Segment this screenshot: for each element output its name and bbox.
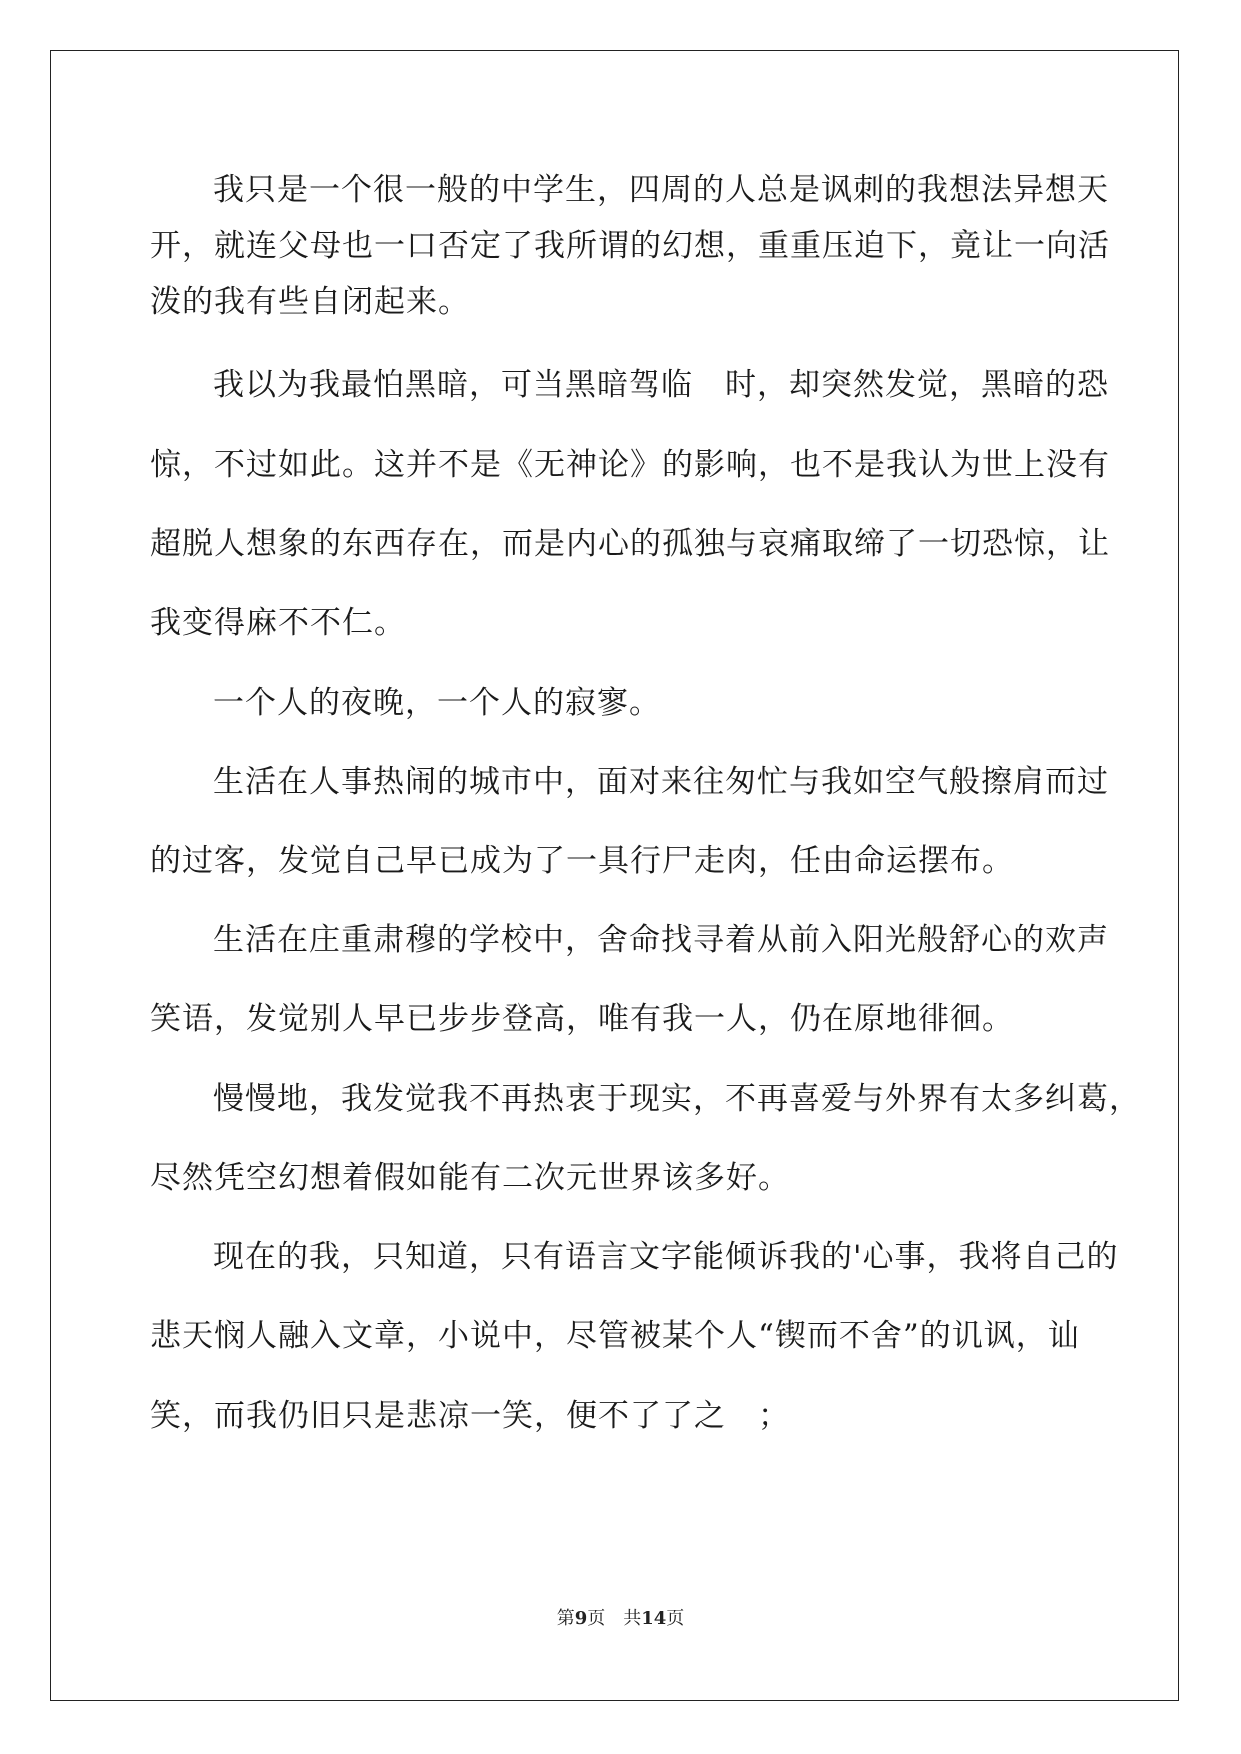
page-footer	[0, 1604, 1241, 1630]
page-number: 9	[574, 1608, 588, 1629]
footer-total-prefix: 共	[623, 1608, 642, 1629]
text-line: 生活在人事热闹的城市中，面对来往匆忙与我如空气般擦肩而过	[213, 764, 1109, 800]
footer-page-suffix: 页	[587, 1608, 606, 1629]
footer-prefix: 第	[556, 1608, 575, 1629]
footer-total-suffix: 页	[666, 1608, 685, 1629]
text-line: 一个人的夜晚，一个人的寂寥。	[213, 685, 661, 721]
text-line: 超脱人想象的东西存在，而是内心的孤独与哀痛取缔了一切恐惊，让	[150, 526, 1110, 562]
text-line: 生活在庄重肃穆的学校中，舍命找寻着从前入阳光般舒心的欢声	[213, 922, 1109, 958]
text-line: 惊，不过如此。这并不是《无神论》的影响，也不是我认为世上没有	[150, 447, 1110, 483]
text-line: 我只是一个很一般的中学生，四周的人总是讽刺的我想法异想天	[213, 172, 1109, 208]
text-line: 泼的我有些自闭起来。	[150, 284, 470, 320]
text-line: 慢慢地，我发觉我不再热衷于现实，不再喜爱与外界有太多纠葛，	[213, 1081, 1141, 1117]
text-line: 笑语，发觉别人早已步步登高，唯有我一人，仍在原地徘徊。	[150, 1001, 1014, 1037]
text-line: 的过客，发觉自己早已成为了一具行尸走肉，任由命运摆布。	[150, 843, 1014, 879]
text-line: 悲天悯人融入文章，小说中，尽管被某个人“锲而不舍”的讥讽，讪	[150, 1318, 1080, 1354]
text-line: 尽然凭空幻想着假如能有二次元世界该多好。	[150, 1160, 790, 1196]
text-line: 我以为我最怕黑暗，可当黑暗驾临 时，却突然发觉，黑暗的恐	[213, 367, 1109, 403]
text-line: 笑，而我仍旧只是悲凉一笑，便不了了之 ；	[150, 1398, 790, 1434]
total-pages: 14	[641, 1608, 667, 1629]
text-line: 现在的我，只知道，只有语言文字能倾诉我的'心事，我将自己的	[213, 1239, 1119, 1275]
text-line: 开，就连父母也一口否定了我所谓的幻想，重重压迫下，竟让一向活	[150, 228, 1110, 264]
text-line: 我变得麻不不仁。	[150, 605, 406, 641]
